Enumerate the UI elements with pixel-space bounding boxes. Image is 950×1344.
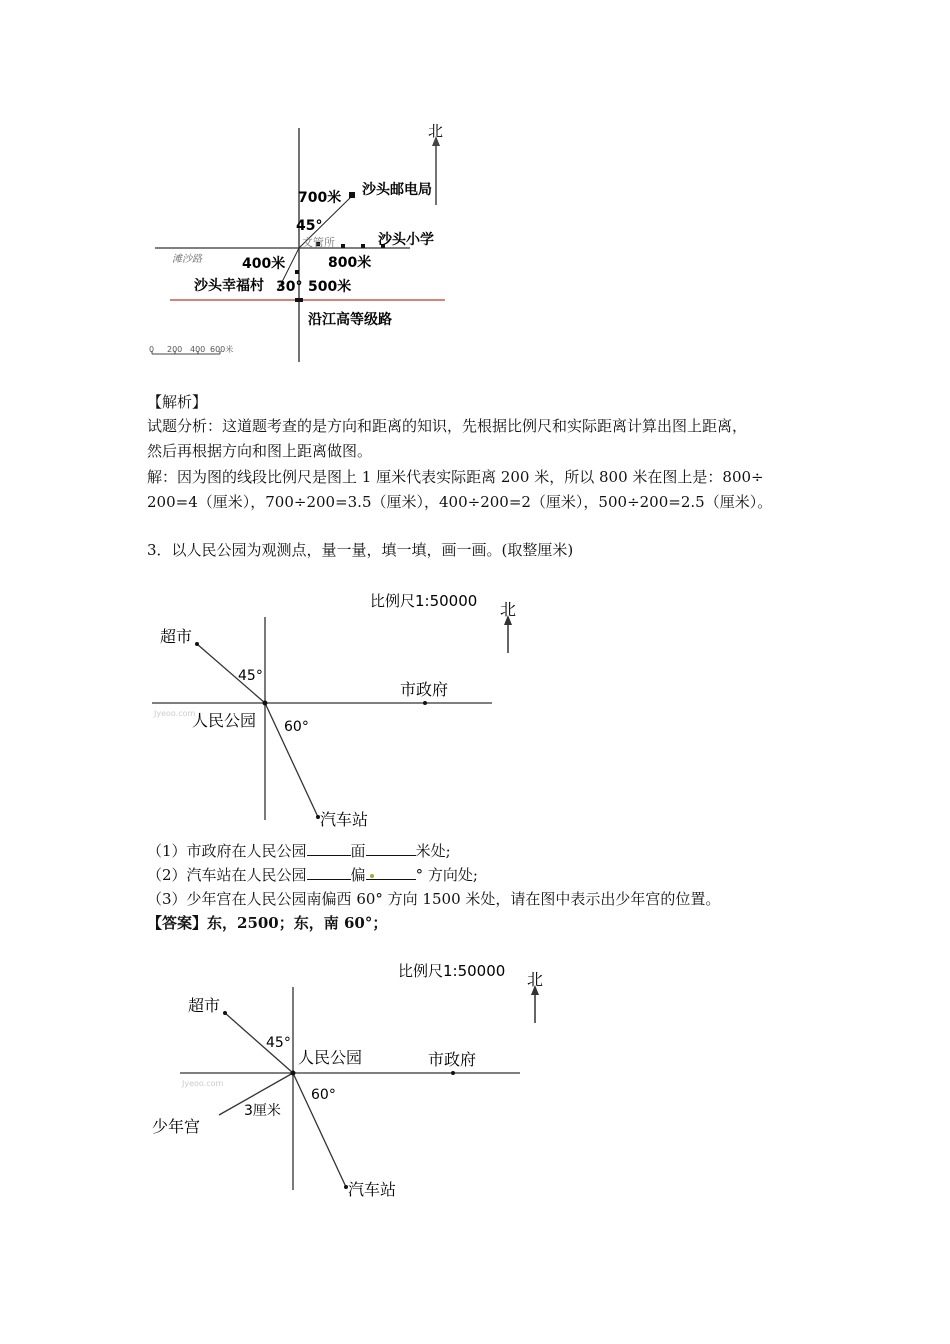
question-3-title: 3．以人民公园为观测点，量一量，填一填，画一画。(取整厘米) [147, 541, 574, 559]
scale-tick-0: 0 [149, 345, 155, 354]
scale-tick-200: 200 [167, 345, 183, 354]
answer-blank-4[interactable] [366, 863, 416, 880]
center-label: 文管所 [302, 236, 335, 249]
center-label: 人民公园 [192, 711, 257, 730]
school-label: 沙头小学 [378, 232, 434, 248]
youth-palace-label: 少年宫 [152, 1117, 201, 1136]
scale-label: 比例尺1:50000 [398, 962, 506, 980]
angle-45-label: 45° [266, 1035, 291, 1051]
map-3-diagram [140, 955, 560, 1205]
analysis-line-3: 解：因为图的线段比例尺是图上 1 厘米代表实际距离 200 米，所以 800 米在图上是：800÷ [147, 468, 764, 486]
angle-30-label: 30° [276, 279, 303, 295]
north-label: 北 [527, 970, 544, 989]
angle-45-label: 45° [296, 218, 323, 234]
answer-line: 【答案】东，2500；东，南 60°； [147, 914, 388, 932]
distance-village-label: 400米 [242, 256, 286, 272]
angle-45-label: 45° [238, 668, 263, 684]
highway-label: 沿江高等级路 [308, 312, 392, 328]
analysis-line-2: 然后再根据方向和图上距离做图。 [147, 442, 373, 460]
center-label: 人民公园 [298, 1048, 363, 1067]
village-label: 沙头幸福村 [194, 278, 264, 294]
analysis-line-1: 试题分析：这道题考查的是方向和距离的知识，先根据比例尺和实际距离计算出图上距离， [147, 417, 748, 435]
scale-label: 比例尺1:50000 [370, 592, 478, 610]
question-3: （3）少年宫在人民公园南偏西 60° 方向 1500 米处，请在图中表示出少年宫的位置。 [147, 890, 721, 908]
angle-60-label: 60° [284, 719, 309, 735]
distance-school-label: 800米 [328, 255, 372, 271]
supermarket-label: 超市 [160, 627, 193, 646]
north-label: 北 [500, 600, 517, 619]
watermark: Jyeoo.com [154, 709, 196, 718]
road-left-label: 滩沙路 [172, 254, 202, 265]
post-office-label: 沙头邮电局 [362, 182, 432, 198]
city-hall-label: 市政府 [428, 1050, 477, 1069]
scale-tick-400: 400 [190, 345, 206, 354]
analysis-line-4: 200=4（厘米），700÷200=3.5（厘米），400÷200=2（厘米），500÷200=2.5（厘米）。 [147, 493, 773, 511]
angle-60-label: 60° [311, 1087, 336, 1103]
map-2-diagram [140, 585, 540, 835]
scale-tick-600: 600米 [210, 345, 234, 354]
watermark: Jyeoo.com [182, 1079, 224, 1088]
distance-500-label: 500米 [308, 279, 352, 295]
answer-blank-2[interactable] [366, 839, 416, 856]
bus-station-label: 汽车站 [348, 1180, 397, 1199]
question-1: （1）市政府在人民公园 面 米处; [147, 839, 451, 863]
map-1-diagram [140, 110, 460, 370]
city-hall-label: 市政府 [400, 680, 449, 699]
supermarket-label: 超市 [188, 996, 221, 1015]
answer-blank-3[interactable] [307, 863, 351, 880]
distance-3cm-label: 3厘米 [244, 1103, 281, 1119]
north-label: 北 [428, 122, 444, 140]
distance-post-label: 700米 [298, 190, 342, 206]
analysis-heading: 【解析】 [147, 393, 208, 411]
bus-station-label: 汽车站 [320, 810, 369, 829]
answer-blank-1[interactable] [307, 839, 351, 856]
question-2: （2）汽车站在人民公园 偏 ° 方向处; [147, 863, 478, 887]
